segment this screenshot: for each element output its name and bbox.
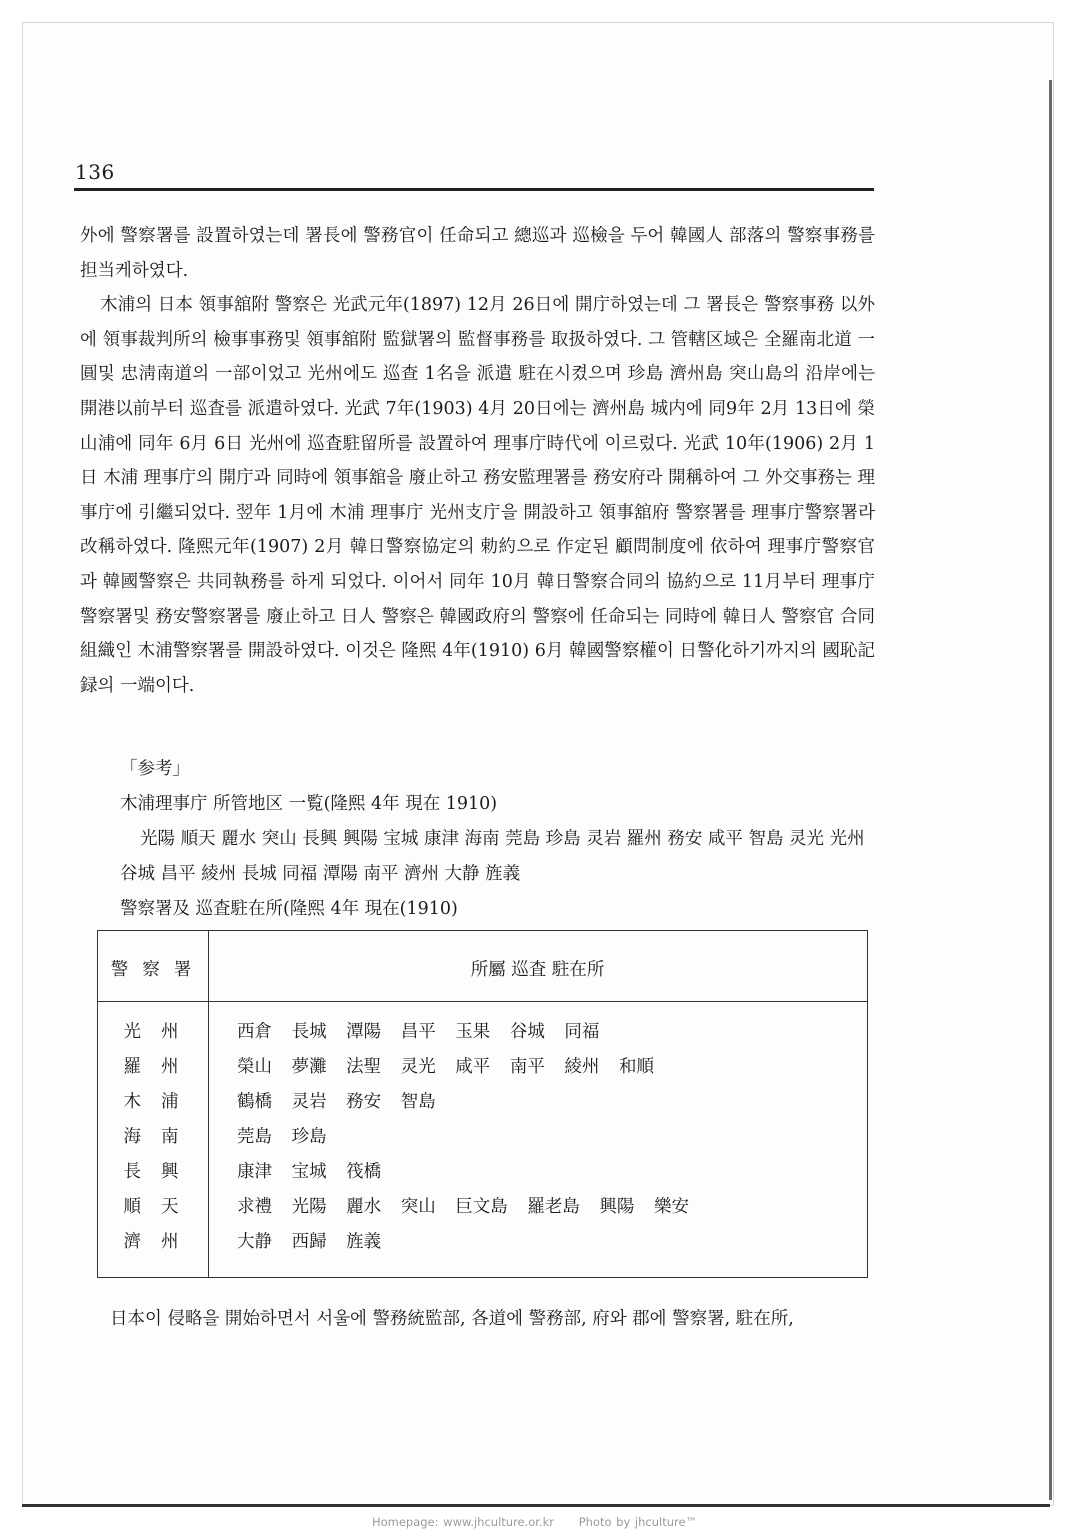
reference-heading: 「参考」 [120,759,190,779]
reference-block [120,752,880,927]
bottom-rule [22,1504,1050,1507]
table-row [98,1123,867,1158]
table-cell-posts: 鶴橋 灵岩 務安 智島 [237,1092,436,1112]
table-cell-posts: 大静 西歸 旌義 [237,1232,382,1252]
header-rule [74,188,874,191]
table-row [98,1193,867,1228]
table-row [98,1053,867,1088]
table-cell-posts: 榮山 夢灘 法聖 灵光 咸平 南平 綾州 和順 [237,1057,654,1077]
table-row [98,1158,867,1193]
table-header-police-station: 警察署 [110,960,206,980]
footer-homepage: Homepage: www.jhculture.or.kr [371,1515,555,1529]
paragraph-continued: 外에 警察署를 設置하였는데 署長에 警務官이 任命되고 總巡과 巡檢을 두어 韓國人 部落의 警察事務를 担当케하였다. [80,226,875,281]
table-body [98,1018,867,1263]
table-header-divider [98,1001,867,1002]
page-binding-edge [1049,80,1052,1500]
police-station-table [97,930,868,1278]
table-cell-office: 海南 [123,1127,199,1147]
footer [0,1515,1069,1529]
paragraph-mokpo-police: 木浦의 日本 領事舘附 警察은 光武元年(1897) 12月 26日에 開庁하였는데 그 署長은 警察事務 以外에 領事裁判所의 檢事事務및 領事舘附 監獄署의 監督事務를 取扱하였다. 그 管轄区域은 全羅南北道 一圓및 忠淸南道의 一部이었고 光州에도 巡查 1名을 派遣 駐在시켰으며 珍島 濟州島 突山島의 沿岸에는 開港以前부터 巡査를 派遣하였다. 光武 7年(1903) 4月 20日에는 濟州島 城内에 同9年 2月 13日에 榮山浦에 同年 6月 6日 光州에 巡査駐留所를 設置하여 理事庁時代에 이르렀다. 光武 10年(1906) 2月 1日 木浦 理事庁의 開庁과 同時에 領事舘을 廢止하고 務安監理署를 務安府라 開稱하여 그 外交事務는 理事庁에 引繼되었다. 翌年 1月에 木浦 理事庁 光州支庁을 開設하고 領事舘府 警察署를 理事庁警察署라 改稱하였다. 隆熙元年(1907) 2月 韓日警察協定의 勅約으로 作定된 顧問制度에 依하여 理事庁警察官과 韓國警察은 共同執務를 하게 되었다. 이어서 同年 10月 韓日警察合同의 協約으로 11月부터 理事庁警察署및 務安警察署를 廢止하고 日人 警察은 韓國政府의 警察에 任命되는 同時에 韓日人 警察官 合同組織인 木浦警察署를 開設하였다. 이것은 隆熙 4年(1910) 6月 韓國警察權이 日警化하기까지의 國恥記録의 一端이다. [80,295,875,696]
table-row [98,1088,867,1123]
reference-district-list: 光陽 順天 麗水 突山 長興 興陽 宝城 康津 海南 莞島 珍島 灵岩 羅州 務安 咸平 智島 灵光 光州 谷城 昌平 綾州 長城 同福 潭陽 南平 濟州 大静 旌義 [120,829,865,884]
table-cell-posts: 西倉 長城 潭陽 昌平 玉果 谷城 同福 [237,1022,600,1042]
reference-subtitle-stations: 警察署及 巡査駐在所(隆熙 4年 現在(1910) [120,899,458,919]
table-cell-posts: 求禮 光陽 麗水 突山 巨文島 羅老島 興陽 樂安 [237,1197,689,1217]
table-cell-office: 濟州 [123,1232,199,1252]
reference-subtitle-districts: 木浦理事庁 所管地区 一覧(隆熙 4年 現在 1910) [120,794,498,814]
table-cell-office: 長興 [123,1162,199,1182]
table-cell-office: 木浦 [123,1092,199,1112]
table-cell-posts: 莞島 珍島 [237,1127,327,1147]
table-header-posts: 所屬 巡査 駐在所 [470,960,605,980]
table-cell-office: 羅州 [123,1057,199,1077]
page-number: 136 [75,160,115,184]
table-row [98,1018,867,1053]
table-cell-posts: 康津 宝城 筏橋 [237,1162,382,1182]
table-cell-office: 光州 [123,1022,199,1042]
table-cell-office: 順天 [123,1197,199,1217]
closing-line: 日本이 侵略을 開始하면서 서울에 警務統監部, 各道에 警務部, 府와 郡에 警察署, 駐在所, [110,1309,794,1329]
table-row [98,1228,867,1263]
body-text [80,219,875,703]
footer-photo-credit: Photo by jhculture™ [578,1515,698,1529]
